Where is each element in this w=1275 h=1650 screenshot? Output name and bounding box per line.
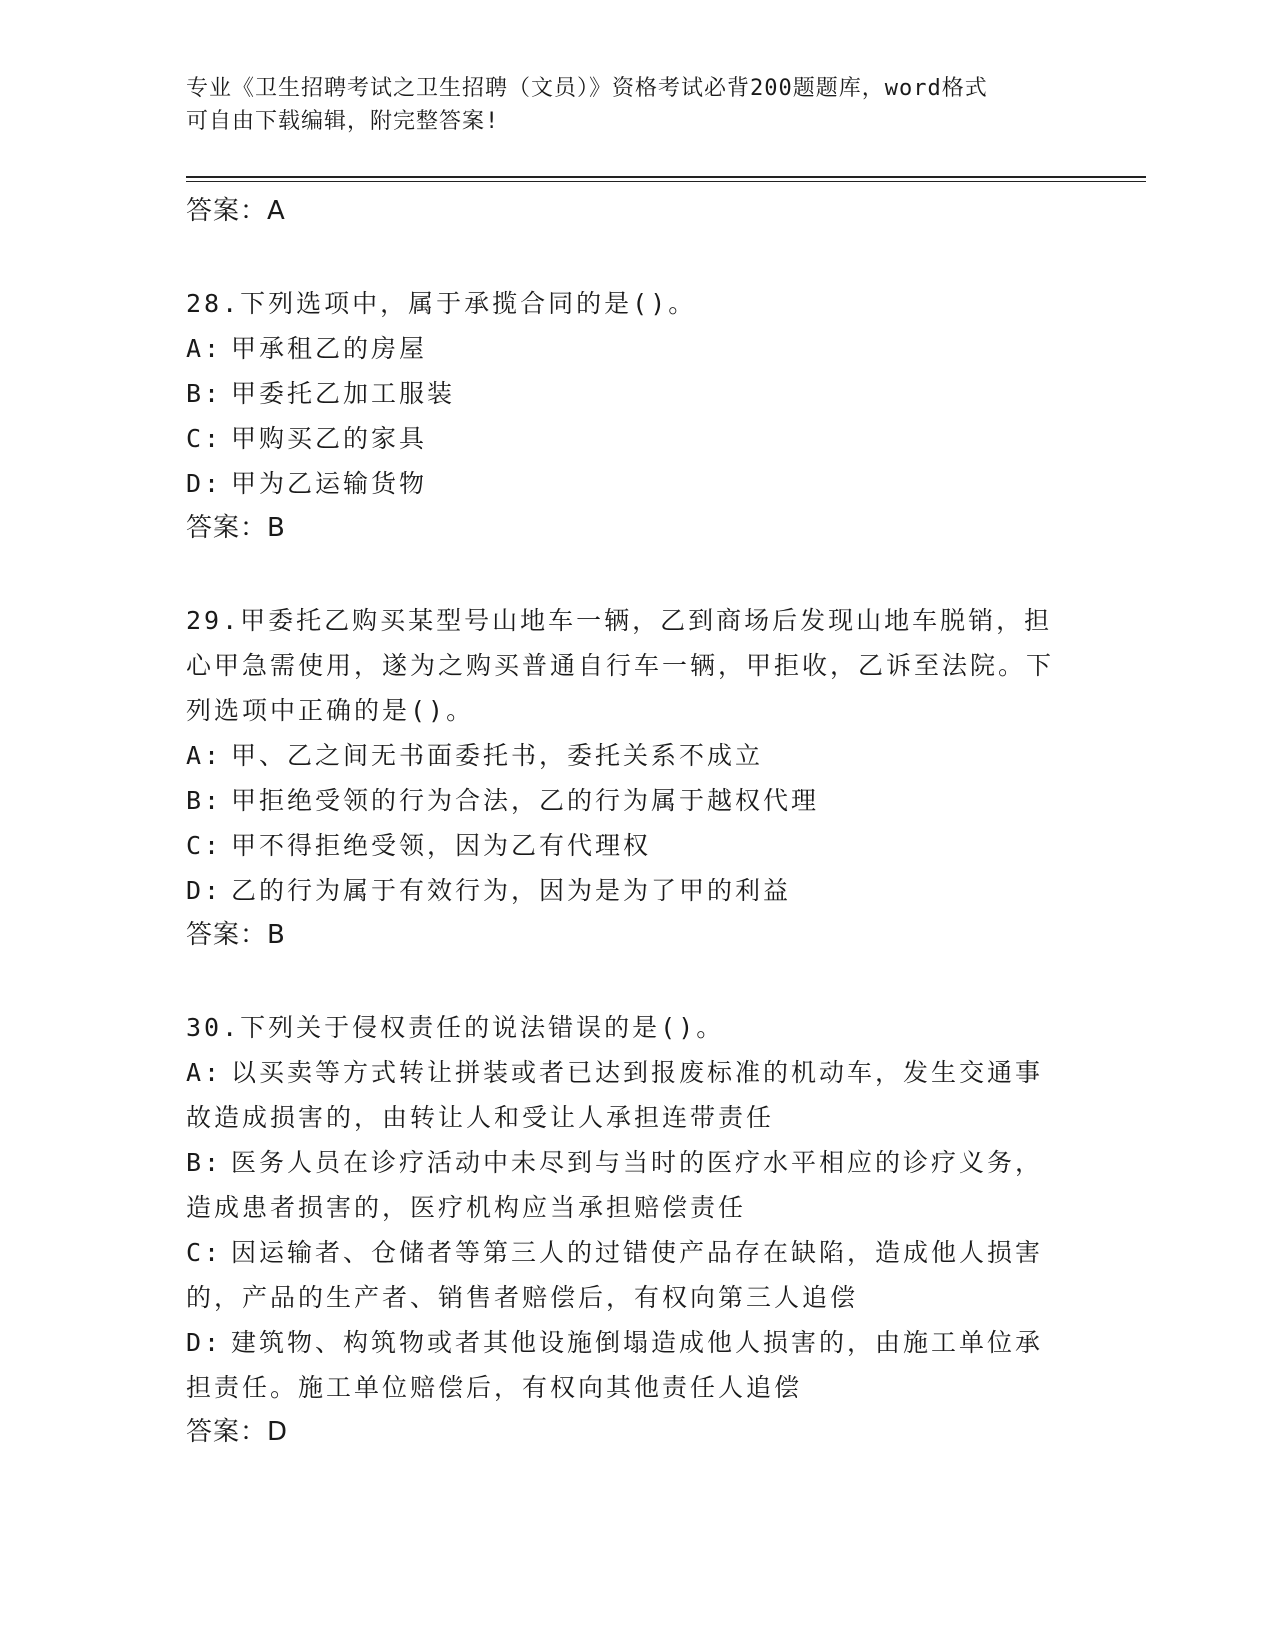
option-text: 以买卖等方式转让拼装或者已达到报废标准的机动车，发生交通事故造成损害的，由转让人和受让人承担连带责任 <box>186 1058 1044 1132</box>
option-b <box>186 778 1066 823</box>
option-text: 医务人员在诊疗活动中未尽到与当时的医疗水平相应的诊疗义务，造成患者损害的，医疗机构应当承担赔偿责任 <box>186 1148 1044 1222</box>
option-a <box>186 326 1066 371</box>
header-rule-thick <box>186 176 1146 178</box>
option-letter: B: <box>186 786 223 815</box>
question-stem: 29.甲委托乙购买某型号山地车一辆，乙到商场后发现山地车脱销，担心甲急需使用，遂为之购买普通自行车一辆，甲拒收，乙诉至法院。下列选项中正确的是()。 <box>186 606 1055 725</box>
option-text: 甲承租乙的房屋 <box>231 334 428 363</box>
option-b <box>186 1140 1066 1230</box>
option-text: 甲委托乙加工服装 <box>231 379 456 408</box>
option-text: 甲为乙运输货物 <box>231 469 428 498</box>
header-line-2: 可自由下载编辑，附完整答案! <box>186 109 500 134</box>
question-answer: 答案：B <box>186 920 286 950</box>
question-30 <box>186 1005 1066 1454</box>
option-letter: A: <box>186 334 223 363</box>
option-letter: C: <box>186 831 223 860</box>
option-d <box>186 1320 1066 1410</box>
option-a <box>186 1050 1066 1140</box>
option-c <box>186 416 1066 461</box>
option-text: 建筑物、构筑物或者其他设施倒塌造成他人损害的，由施工单位承担责任。施工单位赔偿后，有权向其他责任人追偿 <box>186 1328 1044 1402</box>
option-letter: D: <box>186 1328 223 1357</box>
document-body <box>186 189 1066 1454</box>
header-rule-thin <box>186 181 1146 182</box>
option-letter: C: <box>186 1238 223 1267</box>
option-text: 甲拒绝受领的行为合法，乙的行为属于越权代理 <box>231 786 820 815</box>
option-letter: B: <box>186 1148 223 1177</box>
document-header <box>186 72 1066 138</box>
option-letter: C: <box>186 424 223 453</box>
option-c <box>186 823 1066 868</box>
option-a <box>186 733 1066 778</box>
option-d <box>186 868 1066 913</box>
option-letter: B: <box>186 379 223 408</box>
option-letter: A: <box>186 741 223 770</box>
header-line-1: 专业《卫生招聘考试之卫生招聘（文员）》资格考试必背200题题库，word格式 <box>186 76 988 101</box>
option-text: 甲、乙之间无书面委托书，委托关系不成立 <box>231 741 764 770</box>
option-letter: D: <box>186 876 223 905</box>
question-29 <box>186 598 1066 957</box>
question-answer: 答案：B <box>186 513 286 543</box>
option-text: 因运输者、仓储者等第三人的过错使产品存在缺陷，造成他人损害的，产品的生产者、销售者赔偿后，有权向第三人追偿 <box>186 1238 1044 1312</box>
option-text: 乙的行为属于有效行为，因为是为了甲的利益 <box>231 876 792 905</box>
option-text: 甲购买乙的家具 <box>231 424 428 453</box>
option-letter: A: <box>186 1058 223 1087</box>
option-b <box>186 371 1066 416</box>
option-text: 甲不得拒绝受领，因为乙有代理权 <box>231 831 652 860</box>
option-c <box>186 1230 1066 1320</box>
question-28 <box>186 281 1066 550</box>
question-answer: 答案：D <box>186 1417 289 1447</box>
option-letter: D: <box>186 469 223 498</box>
question-stem: 30.下列关于侵权责任的说法错误的是()。 <box>186 1013 725 1042</box>
previous-answer: 答案：A <box>186 196 286 226</box>
question-stem: 28.下列选项中，属于承揽合同的是()。 <box>186 289 697 318</box>
option-d <box>186 461 1066 506</box>
